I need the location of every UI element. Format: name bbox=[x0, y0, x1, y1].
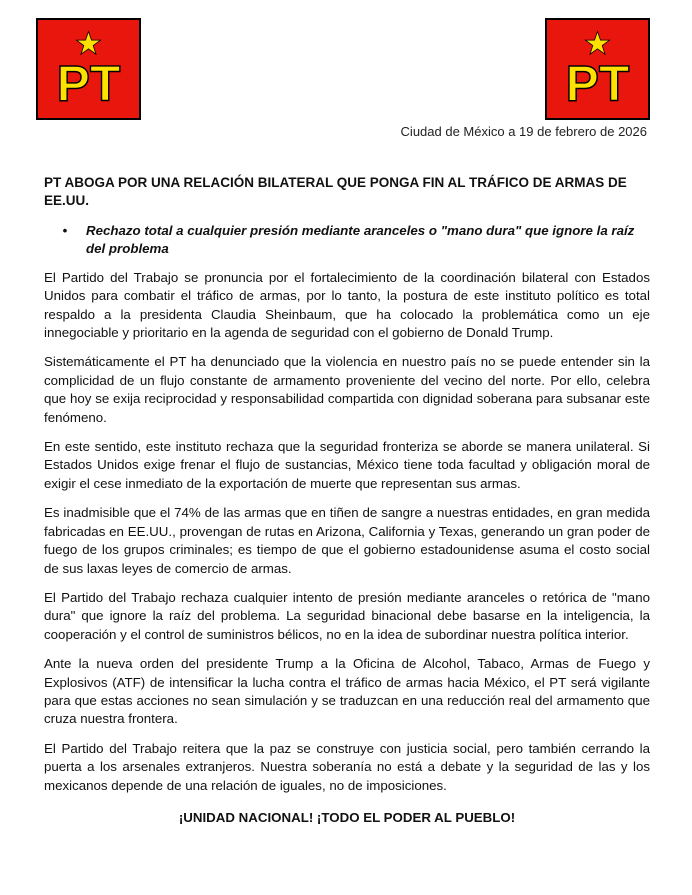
logo-text: PT bbox=[565, 55, 630, 112]
bullet-text: Rechazo total a cualquier presión mediante aranceles o "mano dura" que ignore la raíz del problema bbox=[86, 223, 635, 257]
logo-text: PT bbox=[56, 55, 121, 112]
star-icon bbox=[76, 32, 100, 55]
pt-logo-left bbox=[36, 18, 141, 120]
press-release-body bbox=[44, 174, 650, 827]
pt-logo-graphic bbox=[38, 20, 139, 118]
dateline: Ciudad de México a 19 de febrero de 2026 bbox=[400, 124, 647, 139]
paragraph: Es inadmisible que el 74% de las armas que en tiñen de sangre a nuestras entidades, en gran medida fabricadas en EE.UU., provengan de rutas en Arizona, California y Texas, generando un gran poder de fuego de los grupos criminales; es tiempo de que el gobierno estadounidense asuma el costo social de sus laxas leyes de comercio de armas. bbox=[44, 505, 650, 576]
headline: PT ABOGA POR UNA RELACIÓN BILATERAL QUE PONGA FIN AL TRÁFICO DE ARMAS DE EE.UU. bbox=[44, 175, 627, 208]
closing-slogan: ¡UNIDAD NACIONAL! ¡TODO EL PODER AL PUEBLO! bbox=[178, 809, 516, 825]
star-icon bbox=[585, 32, 609, 55]
paragraph: Sistemáticamente el PT ha denunciado que la violencia en nuestro país no se puede entender sin la complicidad de un flujo constante de armamento proveniente del vecino del norte. Por ello, celebra que hoy se exija reciprocidad y responsabilidad compartida con dignidad soberana para subsanar este fenómeno. bbox=[44, 354, 650, 425]
paragraph: El Partido del Trabajo reitera que la paz se construye con justicia social, pero también cerrando la puerta a los arsenales extranjeros. Nuestra soberanía no está a debate y la seguridad de las y los mexicanos depende de una relación de iguales, no de imposiciones. bbox=[44, 740, 650, 793]
paragraph: Ante la nueva orden del presidente Trump a la Oficina de Alcohol, Tabaco, Armas de Fuego y Explosivos (ATF) de intensificar la lucha contra el tráfico de armas hacia México, el PT será vigilante para que estas acciones no sean simulación y se traduzcan en una reducción real del armamento que cruza nuestra frontera. bbox=[44, 656, 650, 727]
pt-logo-right bbox=[545, 18, 650, 120]
paragraph: El Partido del Trabajo se pronuncia por el fortalecimiento de la coordinación bilateral con Estados Unidos para combatir el tráfico de armas, por lo tanto, la postura de este instituto político es total respaldo a la presidenta Claudia Sheinbaum, que ha colocado la problemática como un eje innegociable y prioritario en la agenda de seguridad con el gobierno de Donald Trump. bbox=[44, 269, 650, 341]
bullet-icon: • bbox=[62, 223, 68, 238]
bullet-point bbox=[44, 222, 650, 259]
pt-logo-graphic bbox=[547, 20, 648, 118]
paragraph: El Partido del Trabajo rechaza cualquier intento de presión mediante aranceles o retórica de "mano dura" que ignore la raíz del problema. La seguridad binacional debe basarse en la inteligencia, la cooperación y el control de suministros bélicos, no en la idea de subordinar nuestra política interior. bbox=[44, 589, 650, 642]
paragraph: En este sentido, este instituto rechaza que la seguridad fronteriza se aborde se manera unilateral. Si Estados Unidos exige frenar el flujo de sustancias, México tiene toda facultad y obligación moral de exigir el cese inmediato de la exportación de muerte que representan sus armas. bbox=[44, 439, 650, 491]
